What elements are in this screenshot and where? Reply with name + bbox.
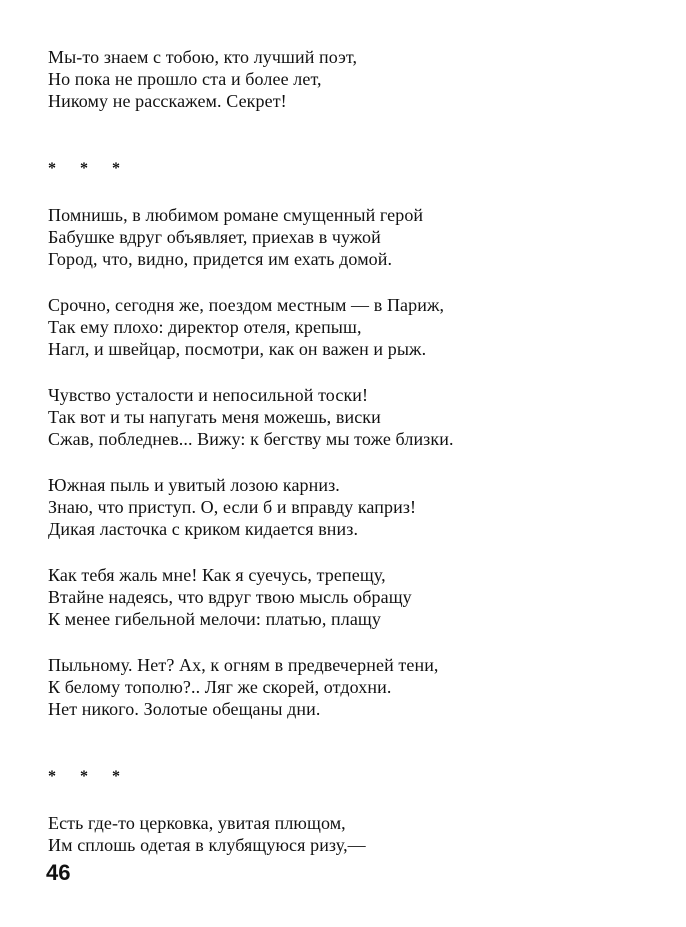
poem-2-stanza-2 [48,294,648,360]
poem-1-stanza [48,46,648,112]
poem-line: Никому не расскажем. Секрет! [48,91,287,111]
poem-line: Чувство усталости и непосильной тоски! [48,385,369,405]
poem-line: Нагл, и швейцар, посмотри, как он важен и рыж. [48,339,427,359]
poem-line: Им сплошь одетая в клубящуюся ризу,— [48,835,366,855]
poem-2-stanza-5 [48,564,648,630]
poem-line: Город, что, видно, придется им ехать домой. [48,249,393,269]
poem-2-stanza-3 [48,384,648,450]
poem-line: К белому тополю?.. Ляг же скорей, отдохни. [48,677,392,697]
poem-line: Нет никого. Золотые обещаны дни. [48,699,321,719]
poem-2-stanza-1 [48,204,648,270]
page-number: 46 [46,860,71,885]
poem-line: Так вот и ты напугать меня можешь, виски [48,407,381,427]
poem-line: Помнишь, в любимом романе смущенный герой [48,205,424,225]
poem-line: Срочно, сегодня же, поездом местным — в Париж, [48,295,445,315]
poem-line: К менее гибельной мелочи: платью, плащу [48,609,381,629]
poem-3-stanza [48,812,648,856]
poem-line: Как тебя жаль мне! Как я суечусь, трепещу, [48,565,386,585]
poem-line: Так ему плохо: директор отеля, крепыш, [48,317,362,337]
poem-2-stanza-6 [48,654,648,720]
poem-line: Знаю, что приступ. О, если б и вправду каприз! [48,497,417,517]
poem-line: Втайне надеясь, что вдруг твою мысль обращу [48,587,412,607]
poem-line: Сжав, побледнев... Вижу: к бегству мы тоже близки. [48,429,454,449]
poem-line: Мы-то знаем с тобою, кто лучший поэт, [48,47,358,67]
poem-line: Пыльному. Нет? Ах, к огням в предвечерней тени, [48,655,439,675]
book-page [48,46,648,880]
section-separator: * * * [48,160,130,177]
poem-2-stanza-4 [48,474,648,540]
poem-line: Южная пыль и увитый лозою карниз. [48,475,340,495]
poem-line: Есть где-то церковка, увитая плющом, [48,813,346,833]
section-separator: * * * [48,768,130,785]
poem-line: Дикая ласточка с криком кидается вниз. [48,519,359,539]
poem-line: Бабушке вдруг объявляет, приехав в чужой [48,227,381,247]
poem-line: Но пока не прошло ста и более лет, [48,69,322,89]
